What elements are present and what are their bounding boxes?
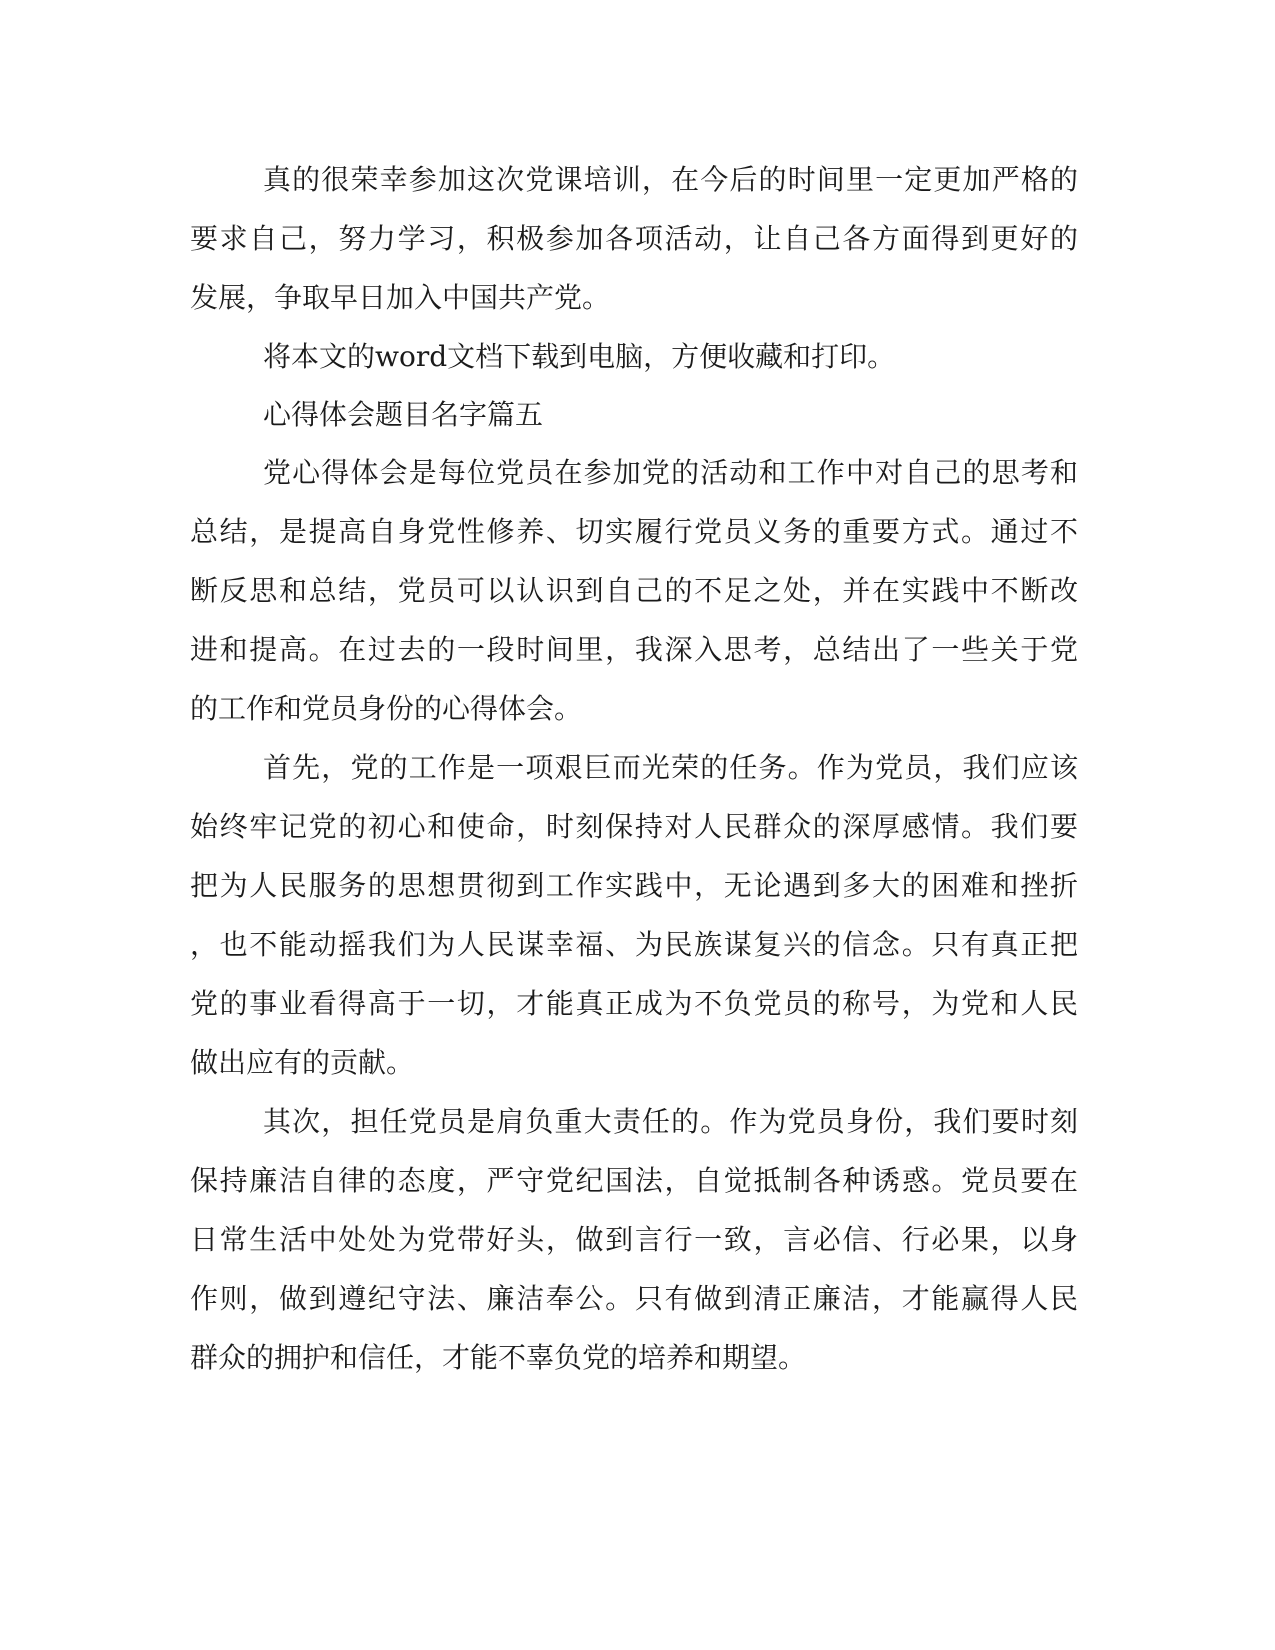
paragraph-line: 把为人民服务的思想贯彻到工作实践中，无论遇到多大的困难和挫折 bbox=[190, 869, 1078, 902]
paragraph-line: 群众的拥护和信任，才能不辜负党的培养和期望。 bbox=[190, 1341, 807, 1374]
paragraph-line: ，也不能动摇我们为人民谋幸福、为民族谋复兴的信念。只有真正把 bbox=[190, 928, 1078, 961]
section-heading: 心得体会题目名字篇五 bbox=[263, 398, 544, 431]
paragraph-line: 总结，是提高自身党性修养、切实履行党员义务的重要方式。通过不 bbox=[190, 515, 1078, 548]
paragraph-line: 进和提高。在过去的一段时间里，我深入思考，总结出了一些关于党 bbox=[190, 633, 1078, 666]
paragraph-line: 要求自己，努力学习，积极参加各项活动，让自己各方面得到更好的 bbox=[190, 222, 1078, 255]
paragraph-line: 保持廉洁自律的态度，严守党纪国法，自觉抵制各种诱惑。党员要在 bbox=[190, 1164, 1078, 1197]
paragraph-line: 将本文的word文档下载到电脑，方便收藏和打印。 bbox=[263, 340, 896, 373]
paragraph-line: 始终牢记党的初心和使命，时刻保持对人民群众的深厚感情。我们要 bbox=[190, 810, 1078, 843]
paragraph-line: 其次，担任党员是肩负重大责任的。作为党员身份，我们要时刻 bbox=[263, 1105, 1078, 1138]
paragraph-line: 党的事业看得高于一切，才能真正成为不负党员的称号，为党和人民 bbox=[190, 987, 1078, 1020]
paragraph-line: 党心得体会是每位党员在参加党的活动和工作中对自己的思考和 bbox=[263, 456, 1078, 489]
paragraph-line: 做出应有的贡献。 bbox=[190, 1046, 415, 1079]
paragraph-line: 的工作和党员身份的心得体会。 bbox=[190, 692, 583, 725]
paragraph-line: 发展，争取早日加入中国共产党。 bbox=[190, 281, 611, 314]
paragraph-line: 日常生活中处处为党带好头，做到言行一致，言必信、行必果，以身 bbox=[190, 1223, 1078, 1256]
paragraph-line: 首先，党的工作是一项艰巨而光荣的任务。作为党员，我们应该 bbox=[263, 751, 1078, 784]
paragraph-line: 真的很荣幸参加这次党课培训，在今后的时间里一定更加严格的 bbox=[263, 163, 1078, 196]
paragraph-line: 作则，做到遵纪守法、廉洁奉公。只有做到清正廉洁，才能赢得人民 bbox=[190, 1282, 1078, 1315]
paragraph-line: 断反思和总结，党员可以认识到自己的不足之处，并在实践中不断改 bbox=[190, 574, 1078, 607]
